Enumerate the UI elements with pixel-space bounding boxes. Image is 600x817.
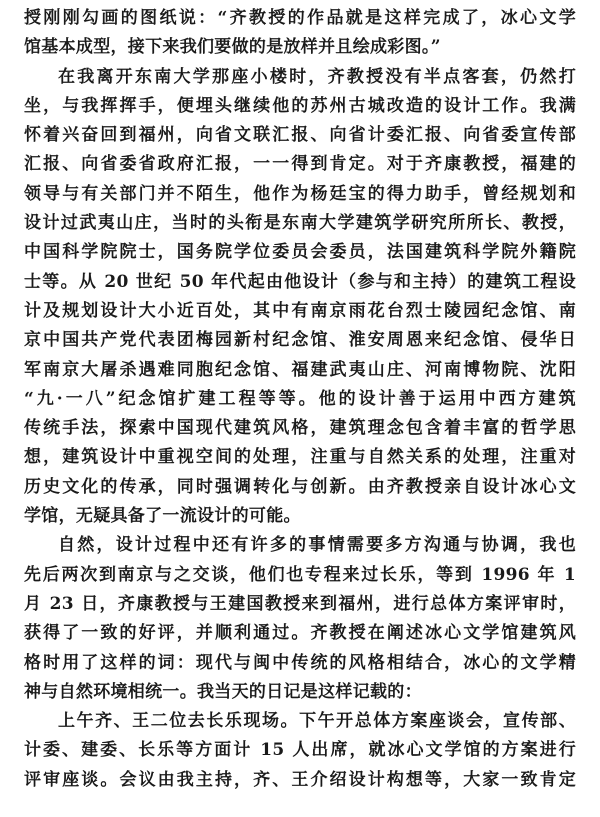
book-page-text [24,4,576,795]
paragraph [24,531,576,707]
text-line: 评审座谈。会议由我主持，齐、王介绍设计构想等，大家一致肯定 [24,769,576,790]
text-line: 月 23 日，齐康教授与王建国教授来到福州，进行总体方案评审时， [24,593,576,614]
text-line: 神与自然环境相统一。我当天的日记是这样记载的： [24,681,422,702]
text-line: 计及规划设计大小近百处，其中有南京雨花台烈士陵园纪念馆、南 [24,300,576,321]
text-line: 中国科学院院士，国务院学位委员会委员，法国建筑科学院外籍院 [24,242,576,263]
text-line: 军南京大屠杀遇难同胞纪念馆、福建武夷山庄、河南博物院、沈阳 [24,359,576,380]
text-line: 士等。从 20 世纪 50 年代起由他设计（参与和主持）的建筑工程设 [24,271,576,292]
text-line: 学馆，无疑具备了一流设计的可能。 [24,506,301,527]
text-line: 上午齐、王二位去长乐现场。下午开总体方案座谈会，宣传部、 [58,711,576,732]
paragraph [24,707,576,795]
text-line: 设计过武夷山庄，当时的头衔是东南大学建筑学研究所所长、教授， [24,213,576,234]
text-line: 历史文化的传承，同时强调转化与创新。由齐教授亲自设计冰心文 [24,476,576,497]
text-line: 获得了一致的好评，并顺利通过。齐教授在阐述冰心文学馆建筑风 [24,623,576,644]
text-line: 汇报、向省委省政府汇报，一一得到肯定。对于齐康教授，福建的 [24,154,576,175]
text-line: 在我离开东南大学那座小楼时，齐教授没有半点客套，仍然打 [58,66,576,87]
text-line: 怀着兴奋回到福州，向省文联汇报、向省计委汇报、向省委宣传部 [24,125,576,146]
text-line: 格时用了这样的词：现代与闽中传统的风格相结合，冰心的文学精 [24,652,576,673]
text-line: 京中国共产党代表团梅园新村纪念馆、淮安周恩来纪念馆、侵华日 [24,330,576,351]
text-line: 领导与有关部门并不陌生，他作为杨廷宝的得力助手，曾经规划和 [24,183,576,204]
text-line: 先后两次到南京与之交谈，他们也专程来过长乐，等到 1996 年 1 [24,564,576,585]
text-line: 计委、建委、长乐等方面计 15 人出席，就冰心文学馆的方案进行 [24,740,576,761]
text-line: 传统手法，探索中国现代建筑风格，建筑理念包含着丰富的哲学思 [24,418,576,439]
text-line: 想，建筑设计中重视空间的处理，注重与自然关系的处理，注重对 [24,447,576,468]
paragraph [24,4,576,63]
text-line: 授刚刚勾画的图纸说：“齐教授的作品就是这样完成了，冰心文学 [24,8,576,28]
text-line: 自然，设计过程中还有许多的事情需要多方沟通与协调，我也 [58,535,576,556]
text-line: 馆基本成型，接下来我们要做的是放样并且绘成彩图。” [24,37,441,58]
text-line: 坐，与我挥挥手，便埋头继续他的苏州古城改造的设计工作。我满 [24,95,576,116]
paragraph [24,63,576,532]
text-line: “九·一八”纪念馆扩建工程等等。他的设计善于运用中西方建筑 [24,388,576,409]
